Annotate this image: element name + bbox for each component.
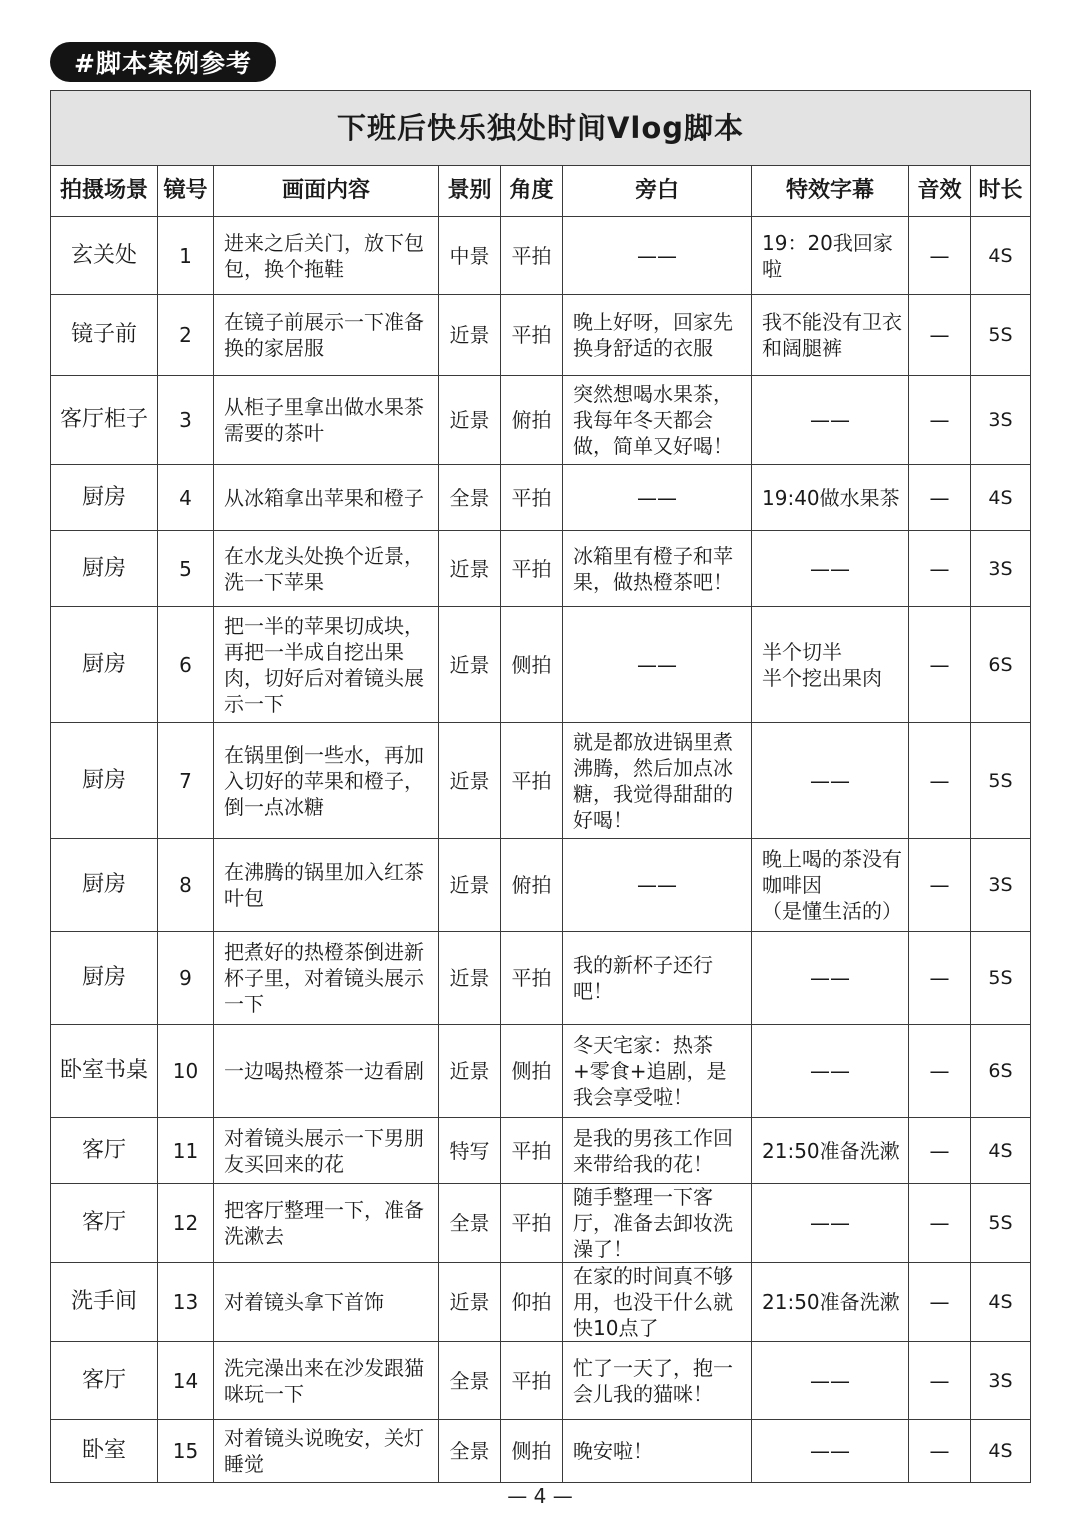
sound-cell: — [909, 932, 971, 1025]
duration-cell: 5S [971, 723, 1031, 839]
angle-cell: 平拍 [501, 295, 563, 376]
sound-cell: — [909, 723, 971, 839]
table-row [51, 1263, 1031, 1342]
page-number: — 4 — [507, 1484, 573, 1508]
angle-cell: 侧拍 [501, 1420, 563, 1483]
table-header-row [51, 166, 1031, 217]
content-cell: 在沸腾的锅里加入红茶叶包 [214, 839, 439, 932]
sound-cell: — [909, 1184, 971, 1263]
table-row [51, 465, 1031, 531]
sound-cell: — [909, 376, 971, 465]
header-angle: 角度 [501, 166, 563, 217]
shot-number-cell: 14 [158, 1342, 214, 1420]
caption-cell: —— [752, 1025, 909, 1118]
duration-cell: 4S [971, 465, 1031, 531]
shot-number-cell: 10 [158, 1025, 214, 1118]
duration-cell: 3S [971, 839, 1031, 932]
angle-cell: 仰拍 [501, 1263, 563, 1342]
scene-cell: 洗手间 [51, 1263, 158, 1342]
narration-cell: 随手整理一下客厅，准备去卸妆洗澡了！ [563, 1184, 752, 1263]
scene-cell: 厨房 [51, 839, 158, 932]
duration-cell: 3S [971, 1342, 1031, 1420]
content-cell: 对着镜头说晚安，关灯睡觉 [214, 1420, 439, 1483]
angle-cell: 平拍 [501, 932, 563, 1025]
shot-size-cell: 全景 [439, 1342, 501, 1420]
caption-cell: 半个切半 半个挖出果肉 [752, 607, 909, 723]
shot-number-cell: 9 [158, 932, 214, 1025]
duration-cell: 4S [971, 1118, 1031, 1184]
content-cell: 把煮好的热橙茶倒进新杯子里，对着镜头展示一下 [214, 932, 439, 1025]
caption-cell: —— [752, 531, 909, 607]
caption-cell: —— [752, 376, 909, 465]
shot-size-cell: 近景 [439, 376, 501, 465]
duration-cell: 4S [971, 217, 1031, 295]
header-duration: 时长 [971, 166, 1031, 217]
shot-size-cell: 近景 [439, 932, 501, 1025]
narration-cell: —— [563, 839, 752, 932]
shot-number-cell: 5 [158, 531, 214, 607]
caption-cell: 19:40做水果茶 [752, 465, 909, 531]
scene-cell: 厨房 [51, 607, 158, 723]
sound-cell: — [909, 1263, 971, 1342]
narration-cell: —— [563, 217, 752, 295]
narration-cell: 是我的男孩工作回来带给我的花！ [563, 1118, 752, 1184]
content-cell: 对着镜头展示一下男朋友买回来的花 [214, 1118, 439, 1184]
shot-number-cell: 15 [158, 1420, 214, 1483]
duration-cell: 6S [971, 1025, 1031, 1118]
shot-number-cell: 7 [158, 723, 214, 839]
table-row [51, 1118, 1031, 1184]
table-row [51, 607, 1031, 723]
caption-cell: —— [752, 1420, 909, 1483]
angle-cell: 平拍 [501, 723, 563, 839]
content-cell: 对着镜头拿下首饰 [214, 1263, 439, 1342]
caption-cell: 21:50准备洗漱 [752, 1118, 909, 1184]
content-cell: 在镜子前展示一下准备换的家居服 [214, 295, 439, 376]
shot-number-cell: 13 [158, 1263, 214, 1342]
shot-size-cell: 全景 [439, 1184, 501, 1263]
shot-size-cell: 近景 [439, 607, 501, 723]
angle-cell: 平拍 [501, 531, 563, 607]
scene-cell: 厨房 [51, 531, 158, 607]
header-sound: 音效 [909, 166, 971, 217]
table-row [51, 1025, 1031, 1118]
content-cell: 一边喝热橙茶一边看剧 [214, 1025, 439, 1118]
duration-cell: 6S [971, 607, 1031, 723]
header-shot-size: 景别 [439, 166, 501, 217]
header-shot-number: 镜号 [158, 166, 214, 217]
shot-number-cell: 11 [158, 1118, 214, 1184]
shot-number-cell: 12 [158, 1184, 214, 1263]
caption-cell: —— [752, 932, 909, 1025]
content-cell: 把一半的苹果切成块，再把一半成自挖出果肉，切好后对着镜头展示一下 [214, 607, 439, 723]
sound-cell: — [909, 607, 971, 723]
shot-size-cell: 中景 [439, 217, 501, 295]
scene-cell: 卧室书桌 [51, 1025, 158, 1118]
shot-size-cell: 近景 [439, 723, 501, 839]
content-cell: 在锅里倒一些水，再加入切好的苹果和橙子，倒一点冰糖 [214, 723, 439, 839]
scene-cell: 卧室 [51, 1420, 158, 1483]
table-row [51, 839, 1031, 932]
duration-cell: 5S [971, 295, 1031, 376]
table-row [51, 376, 1031, 465]
angle-cell: 侧拍 [501, 607, 563, 723]
angle-cell: 侧拍 [501, 1025, 563, 1118]
shot-size-cell: 全景 [439, 465, 501, 531]
narration-cell: 忙了一天了，抱一会儿我的猫咪！ [563, 1342, 752, 1420]
caption-cell: —— [752, 1184, 909, 1263]
shot-number-cell: 3 [158, 376, 214, 465]
narration-cell: 我的新杯子还行吧！ [563, 932, 752, 1025]
table-row [51, 217, 1031, 295]
sound-cell: — [909, 1025, 971, 1118]
scene-cell: 玄关处 [51, 217, 158, 295]
table-row [51, 531, 1031, 607]
narration-cell: 晚上好呀，回家先换身舒适的衣服 [563, 295, 752, 376]
scene-cell: 厨房 [51, 932, 158, 1025]
script-example-tag: #脚本案例参考 [50, 42, 276, 82]
caption-cell: —— [752, 723, 909, 839]
header-scene: 拍摄场景 [51, 166, 158, 217]
content-cell: 从冰箱拿出苹果和橙子 [214, 465, 439, 531]
shot-size-cell: 近景 [439, 1263, 501, 1342]
content-cell: 在水龙头处换个近景，洗一下苹果 [214, 531, 439, 607]
duration-cell: 4S [971, 1420, 1031, 1483]
content-cell: 从柜子里拿出做水果茶需要的茶叶 [214, 376, 439, 465]
sound-cell: — [909, 1118, 971, 1184]
shot-number-cell: 2 [158, 295, 214, 376]
table-row [51, 1420, 1031, 1483]
angle-cell: 俯拍 [501, 839, 563, 932]
duration-cell: 3S [971, 376, 1031, 465]
narration-cell: 冰箱里有橙子和苹果，做热橙茶吧！ [563, 531, 752, 607]
angle-cell: 平拍 [501, 1184, 563, 1263]
scene-cell: 客厅柜子 [51, 376, 158, 465]
shot-size-cell: 近景 [439, 531, 501, 607]
content-cell: 进来之后关门，放下包包，换个拖鞋 [214, 217, 439, 295]
shot-number-cell: 8 [158, 839, 214, 932]
narration-cell: 在家的时间真不够用，也没干什么就快10点了 [563, 1263, 752, 1342]
table-row [51, 1342, 1031, 1420]
sound-cell: — [909, 1342, 971, 1420]
sound-cell: — [909, 295, 971, 376]
angle-cell: 平拍 [501, 217, 563, 295]
angle-cell: 平拍 [501, 465, 563, 531]
sound-cell: — [909, 839, 971, 932]
shot-number-cell: 6 [158, 607, 214, 723]
shot-size-cell: 全景 [439, 1420, 501, 1483]
table-title: 下班后快乐独处时间Vlog脚本 [51, 91, 1031, 166]
shot-size-cell: 近景 [439, 295, 501, 376]
sound-cell: — [909, 465, 971, 531]
duration-cell: 5S [971, 1184, 1031, 1263]
header-caption: 特效字幕 [752, 166, 909, 217]
shot-number-cell: 4 [158, 465, 214, 531]
sound-cell: — [909, 217, 971, 295]
shot-size-cell: 近景 [439, 839, 501, 932]
table-row [51, 932, 1031, 1025]
shot-size-cell: 特写 [439, 1118, 501, 1184]
angle-cell: 平拍 [501, 1342, 563, 1420]
scene-cell: 客厅 [51, 1184, 158, 1263]
content-cell: 把客厅整理一下，准备洗漱去 [214, 1184, 439, 1263]
table-row [51, 1184, 1031, 1263]
narration-cell: —— [563, 465, 752, 531]
scene-cell: 厨房 [51, 723, 158, 839]
angle-cell: 平拍 [501, 1118, 563, 1184]
duration-cell: 5S [971, 932, 1031, 1025]
caption-cell: —— [752, 1342, 909, 1420]
caption-cell: 我不能没有卫衣和阔腿裤 [752, 295, 909, 376]
content-cell: 洗完澡出来在沙发跟猫咪玩一下 [214, 1342, 439, 1420]
shot-number-cell: 1 [158, 217, 214, 295]
caption-cell: 19：20我回家啦 [752, 217, 909, 295]
narration-cell: 冬天宅家：热茶+零食+追剧，是我会享受啦！ [563, 1025, 752, 1118]
narration-cell: 晚安啦！ [563, 1420, 752, 1483]
caption-cell: 晚上喝的茶没有咖啡因 （是懂生活的） [752, 839, 909, 932]
script-table [50, 90, 1031, 1483]
shot-size-cell: 近景 [439, 1025, 501, 1118]
duration-cell: 4S [971, 1263, 1031, 1342]
scene-cell: 厨房 [51, 465, 158, 531]
table-row [51, 295, 1031, 376]
angle-cell: 俯拍 [501, 376, 563, 465]
scene-cell: 客厅 [51, 1118, 158, 1184]
sound-cell: — [909, 1420, 971, 1483]
caption-cell: 21:50准备洗漱 [752, 1263, 909, 1342]
narration-cell: 就是都放进锅里煮沸腾，然后加点冰糖，我觉得甜甜的好喝！ [563, 723, 752, 839]
scene-cell: 客厅 [51, 1342, 158, 1420]
table-row [51, 723, 1031, 839]
sound-cell: — [909, 531, 971, 607]
header-narration: 旁白 [563, 166, 752, 217]
scene-cell: 镜子前 [51, 295, 158, 376]
duration-cell: 3S [971, 531, 1031, 607]
narration-cell: 突然想喝水果茶，我每年冬天都会做，简单又好喝！ [563, 376, 752, 465]
header-content: 画面内容 [214, 166, 439, 217]
narration-cell: —— [563, 607, 752, 723]
